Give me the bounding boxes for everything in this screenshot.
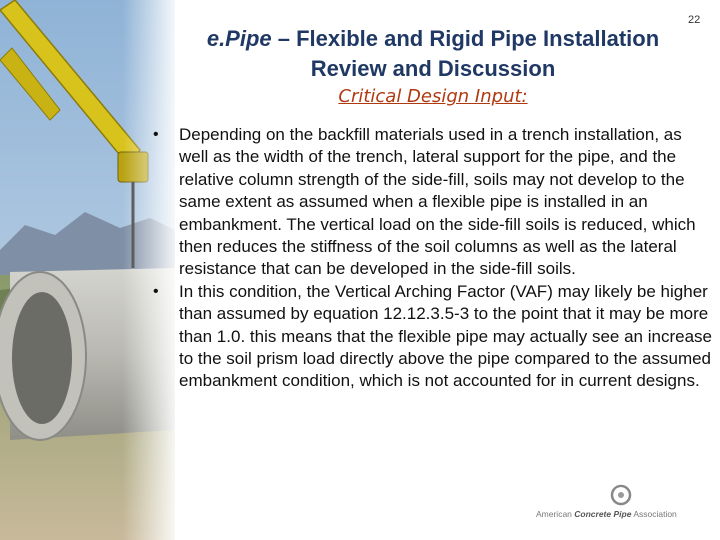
bullet-text: In this condition, the Vertical Arching Factor (VAF) may likely be higher than assumed by equation 12.12.3.5-3 to the point that it may be more than 1.0. this means that the flexible pipe may actually see an increase to the soil prism load directly above the pipe compared to the assumed embankment condition, which is not accounted for in current designs. [179, 281, 712, 391]
slide-number: 22 [688, 14, 701, 26]
bullet-item [148, 281, 714, 393]
slide-title [178, 24, 688, 84]
acpa-logo [536, 482, 706, 522]
bullet-icon: • [153, 282, 159, 300]
acpa-logo-text [536, 509, 706, 519]
bullet-text: Depending on the backfill materials used in a trench installation, as well as the width of the trench, lateral support for the pipe, and the relative column strength of the side-fill, soils may not develop to the same extent as assumed when a flexible pipe is installed in an embankment. The vertical load on the side-fill soils is reduced, which then reduces the stiffness of the soil columns as well as the lateral resistance that can be developed in the side-fill soils. [179, 125, 696, 279]
bullet-icon: • [153, 126, 159, 143]
bullet-list [148, 124, 714, 393]
logo-suffix: Association [631, 509, 677, 519]
logo-emphasis: Concrete Pipe [574, 509, 632, 519]
logo-prefix: American [536, 509, 575, 519]
title-emphasis: e.Pipe [206, 26, 272, 51]
title-line1: – Flexible and Rigid Pipe Installation [271, 26, 660, 51]
bullet-item [148, 124, 714, 281]
section-heading: Critical Design Input: [338, 86, 528, 107]
title-line2: Review and Discussion [310, 56, 556, 81]
acpa-logo-mark-icon [536, 482, 706, 508]
